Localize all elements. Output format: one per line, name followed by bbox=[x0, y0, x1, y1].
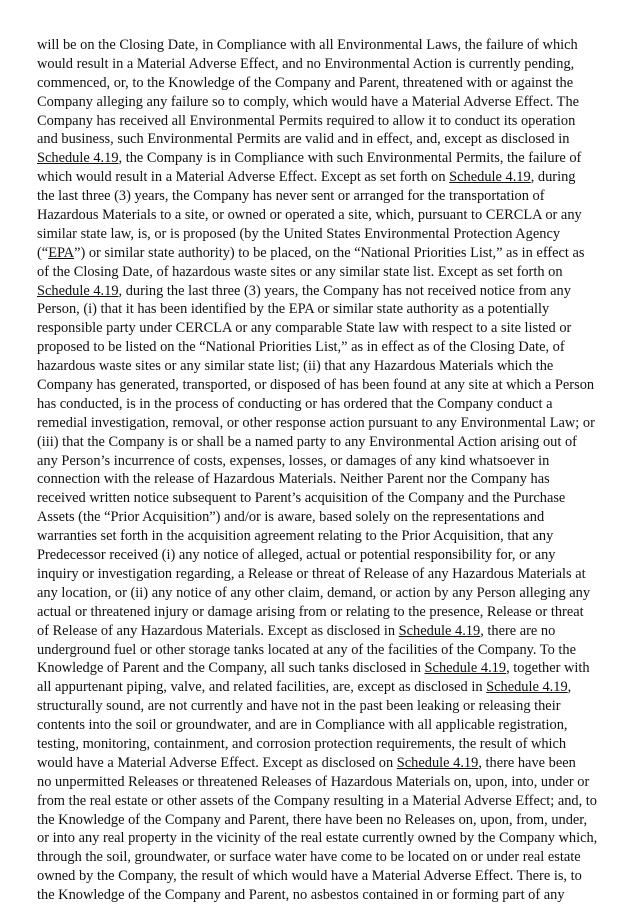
schedule-reference: Schedule 4.19 bbox=[424, 660, 507, 677]
text-line bbox=[37, 357, 607, 376]
text-line bbox=[37, 225, 607, 244]
text-run: Knowledge of Parent and the Company, all such tanks disclosed in bbox=[37, 660, 425, 677]
text-run: , the Company is in Compliance with such Environmental Permits, the failure of bbox=[118, 150, 582, 167]
text-run: the last three (3) years, the Company has never sent or arranged for the transportation of bbox=[37, 188, 545, 205]
text-line bbox=[37, 282, 607, 301]
text-run: structurally sound, are not currently and have not in the past been leaking or releasing their bbox=[37, 698, 561, 715]
text-line bbox=[37, 319, 607, 338]
text-line bbox=[37, 773, 607, 792]
text-line bbox=[37, 848, 607, 867]
text-line bbox=[37, 716, 607, 735]
text-line bbox=[37, 93, 607, 112]
schedule-reference: Schedule 4.19 bbox=[486, 679, 568, 696]
text-run: all appurtenant piping, valve, and related facilities, are, except as disclosed in bbox=[37, 679, 487, 696]
text-line bbox=[37, 565, 607, 584]
text-line bbox=[37, 829, 607, 848]
text-line bbox=[37, 697, 607, 716]
text-run: commenced, or, to the Knowledge of the Company and Parent, threatened with or against the bbox=[37, 74, 574, 91]
text-run: any location, or (ii) any notice of any other claim, demand, or action by any Person alleging any bbox=[37, 584, 591, 601]
text-run: received written notice subsequent to Parent’s acquisition of the Company and the Purchase bbox=[37, 490, 566, 507]
text-run: (iii) that the Company is or shall be a named party to any Environmental Action arising out of bbox=[37, 433, 577, 450]
text-run: no unpermitted Releases or threatened Releases of Hazardous Materials on, upon, into, under or bbox=[37, 773, 590, 790]
text-run: from the real estate or other assets of the Company resulting in a Material Adverse Effect; and, to bbox=[37, 792, 597, 809]
text-run: contents into the soil or groundwater, and are in Compliance with all applicable registration, bbox=[37, 717, 568, 734]
text-run: warranties set forth in the acquisition agreement relating to the Prior Acquisition, that any bbox=[37, 528, 554, 545]
text-line bbox=[37, 622, 607, 641]
text-run: Company alleging any failure so to comply, which would have a Material Adverse Effect. The bbox=[37, 93, 580, 110]
text-line bbox=[37, 603, 607, 622]
text-line bbox=[37, 489, 607, 508]
text-run: Predecessor received (i) any notice of alleged, actual or potential responsibility for, or any bbox=[37, 547, 556, 564]
text-run: Person, (i) that it has been identified by the EPA or similar state authority as a potentially bbox=[37, 301, 550, 318]
text-run: inquiry or investigation regarding, a Release or threat of Release of any Hazardous Materials at bbox=[37, 565, 586, 582]
text-line bbox=[37, 263, 607, 282]
text-line bbox=[37, 886, 607, 905]
text-run: Hazardous Materials to a site, or owned or operated a site, which, pursuant to CERCLA or any bbox=[37, 207, 582, 224]
text-line bbox=[37, 395, 607, 414]
text-run: , during the last three (3) years, the Company has not received notice from any bbox=[118, 282, 571, 299]
text-run: connection with the release of Hazardous Materials. Neither Parent nor the Company has bbox=[37, 471, 550, 488]
text-line bbox=[37, 452, 607, 471]
text-run: , there have been bbox=[478, 754, 576, 771]
text-line bbox=[37, 867, 607, 886]
text-run: actual or threatened injury or damage arising from or relating to the presence, Release or threat bbox=[37, 603, 584, 620]
text-run: owned by the Company, the result of which would have a Material Adverse Effect. There is, to bbox=[37, 868, 582, 885]
text-run: Company has received all Environmental Permits required to allow it to conduct its operation bbox=[37, 112, 576, 129]
text-line bbox=[37, 376, 607, 395]
text-line bbox=[37, 792, 607, 811]
text-line bbox=[37, 206, 607, 225]
text-line bbox=[37, 659, 607, 678]
text-line bbox=[37, 414, 607, 433]
text-run: similar state law, is, or is proposed (by the United States Environmental Protection Agency bbox=[37, 225, 561, 242]
text-run: hazardous waste sites or any similar state list; (ii) that any Hazardous Materials which the bbox=[37, 358, 554, 375]
text-line bbox=[37, 508, 607, 527]
text-line bbox=[37, 74, 607, 93]
text-line bbox=[37, 244, 607, 263]
text-line bbox=[37, 470, 607, 489]
text-run: remedial investigation, removal, or other response action pursuant to any Environmental Law; or bbox=[37, 414, 595, 431]
text-run: Company has generated, transported, or disposed of has been found at any site at which a Person bbox=[37, 377, 595, 394]
text-run: , during bbox=[530, 169, 576, 186]
text-line bbox=[37, 36, 607, 55]
text-run: has conducted, is in the process of conducting or has ordered that the Company conduct a bbox=[37, 395, 553, 412]
text-run: , there are no bbox=[480, 622, 556, 639]
text-run: any Person’s incurrence of costs, expenses, losses, or damages of any kind whatsoever in bbox=[37, 452, 550, 469]
text-run: responsible party under CERCLA or any comparable State law with respect to a site listed or bbox=[37, 320, 572, 337]
text-run: would result in a Material Adverse Effect, and no Environmental Action is currently pending, bbox=[37, 55, 575, 72]
text-line bbox=[37, 527, 607, 546]
text-run: underground fuel or other storage tanks located at any of the facilities of the Company. To the bbox=[37, 641, 577, 658]
text-run: which would result in a Material Adverse Effect. Except as set forth on bbox=[37, 169, 450, 186]
text-line bbox=[37, 187, 607, 206]
text-run: and business, such Environmental Permits are valid and in effect, and, except as disclosed in bbox=[37, 131, 570, 148]
text-run: testing, monitoring, containment, and corrosion protection requirements, the result of which bbox=[37, 735, 567, 752]
text-run: (“ bbox=[37, 244, 49, 261]
text-run: , bbox=[567, 679, 572, 696]
text-line bbox=[37, 300, 607, 319]
text-run: proposed to be listed on the “National Priorities List,” as in effect as of the Closing Date, of bbox=[37, 339, 565, 356]
text-run: of the Closing Date, of hazardous waste sites or any similar state list. Except as set forth on bbox=[37, 263, 563, 280]
text-line bbox=[37, 546, 607, 565]
text-run: will be on the Closing Date, in Compliance with all Environmental Laws, the failure of which bbox=[37, 37, 578, 53]
text-line bbox=[37, 641, 607, 660]
text-run: of Release of any Hazardous Materials. Except as disclosed in bbox=[37, 622, 399, 639]
schedule-reference: Schedule 4.19 bbox=[37, 282, 119, 299]
text-line bbox=[37, 433, 607, 452]
text-line bbox=[37, 584, 607, 603]
text-line bbox=[37, 55, 607, 74]
text-line bbox=[37, 168, 607, 187]
text-run: or into any real property in the vicinity of the real estate currently owned by the Company which, bbox=[37, 830, 598, 847]
schedule-reference: Schedule 4.19 bbox=[398, 622, 481, 639]
text-run: ”) or similar state authority) to be placed, on the “National Priorities List,” as in effect as bbox=[74, 244, 585, 261]
schedule-reference: Schedule 4.19 bbox=[396, 754, 479, 771]
text-line bbox=[37, 754, 607, 773]
schedule-reference: Schedule 4.19 bbox=[37, 150, 119, 167]
text-line bbox=[37, 811, 607, 830]
text-line bbox=[37, 735, 607, 754]
text-line bbox=[37, 130, 607, 149]
text-run: the Knowledge of the Company and Parent, there have been no Releases on, upon, from, under, bbox=[37, 811, 588, 828]
schedule-reference: Schedule 4.19 bbox=[449, 169, 531, 186]
text-line bbox=[37, 149, 607, 168]
text-run: the Knowledge of the Company and Parent, no asbestos contained in or forming part of any bbox=[37, 887, 565, 904]
text-run: , together with bbox=[506, 660, 590, 677]
document-page bbox=[37, 36, 607, 905]
text-line bbox=[37, 678, 607, 697]
text-run: Assets (the “Prior Acquisition”) and/or is aware, based solely on the representations and bbox=[37, 509, 545, 526]
schedule-reference: EPA bbox=[48, 244, 75, 261]
text-line bbox=[37, 338, 607, 357]
text-run: would have a Material Adverse Effect. Except as disclosed on bbox=[37, 754, 397, 771]
text-run: through the soil, groundwater, or surface water have come to be located on or under real estate bbox=[37, 849, 581, 866]
text-line bbox=[37, 112, 607, 131]
